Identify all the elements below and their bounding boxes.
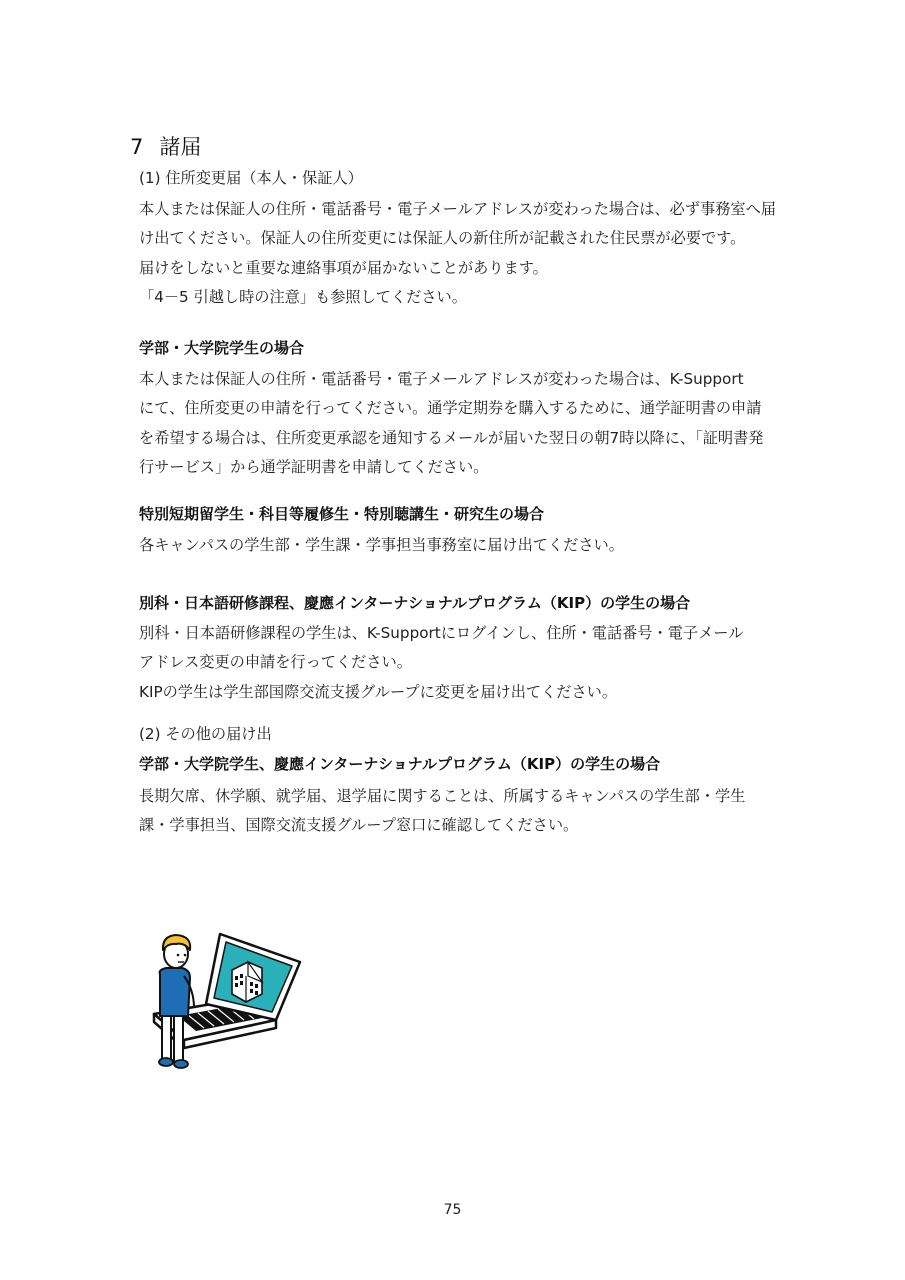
kip-heading: 別科・日本語研修課程、慶應インターナショナルプログラム（KIP）の学生の場合 <box>139 594 691 612</box>
section-2-subheading: 学部・大学院学生、慶應インターナショナルプログラム（KIP）の学生の場合 <box>139 755 661 773</box>
section-1-heading: (1) 住所変更届（本人・保証人） <box>139 169 363 187</box>
paragraph-line: 届けをしないと重要な連絡事項が届かないことがあります。 <box>139 258 548 277</box>
special-students-body <box>139 531 789 560</box>
chapter-title <box>130 133 201 161</box>
paragraph-line: 本人または保証人の住所・電話番号・電子メールアドレスが変わった場合は、必ず事務室へ届 <box>139 200 776 218</box>
paragraph-line: アドレス変更の申請を行ってください。 <box>139 653 412 672</box>
undergrad-body <box>139 365 789 482</box>
paragraph-line: KIPの学生は学生部国際交流支援グループに変更を届け出てください。 <box>139 682 618 701</box>
kip-body <box>139 619 789 707</box>
paragraph-line: け出てください。保証人の住所変更には保証人の新住所が記載された住民票が必要です。 <box>139 229 746 248</box>
page-number: 75 <box>443 1202 462 1218</box>
section-2-body <box>139 782 789 841</box>
chapter-heading: 諸届 <box>159 135 202 159</box>
section-2-heading: (2) その他の届け出 <box>139 725 272 743</box>
paragraph-line: を希望する場合は、住所変更承認を通知するメールが届いた翌日の朝7時以降に、「証明書発 <box>139 428 764 447</box>
paragraph-line: 本人または保証人の住所・電話番号・電子メールアドレスが変わった場合は、K-Support <box>139 370 744 388</box>
building-icon <box>232 962 262 1002</box>
undergrad-heading: 学部・大学院学生の場合 <box>139 339 305 357</box>
paragraph-line: にて、住所変更の申請を行ってください。通学定期券を購入するために、通学証明書の申請 <box>139 399 762 418</box>
chapter-number: 7 <box>130 135 144 159</box>
paragraph-line: 各キャンパスの学生部・学生課・学事担当事務室に届け出てください。 <box>139 536 624 554</box>
section-1-intro <box>139 195 789 312</box>
person-with-laptop-icon <box>148 928 308 1073</box>
paragraph-line: 「4－5 引越し時の注意」も参照してください。 <box>139 287 467 306</box>
paragraph-line: 別科・日本語研修課程の学生は、K-Supportにログインし、住所・電話番号・電子メール <box>139 624 744 642</box>
paragraph-line: 長期欠席、休学願、就学届、退学届に関することは、所属するキャンパスの学生部・学生 <box>139 787 746 805</box>
illustration-svg <box>148 928 308 1073</box>
paragraph-line: 課・学事担当、国際交流支援グループ窓口に確認してください。 <box>139 816 579 835</box>
special-students-heading: 特別短期留学生・科目等履修生・特別聴講生・研究生の場合 <box>139 505 545 523</box>
paragraph-line: 行サービス」から通学証明書を申請してください。 <box>139 457 489 476</box>
